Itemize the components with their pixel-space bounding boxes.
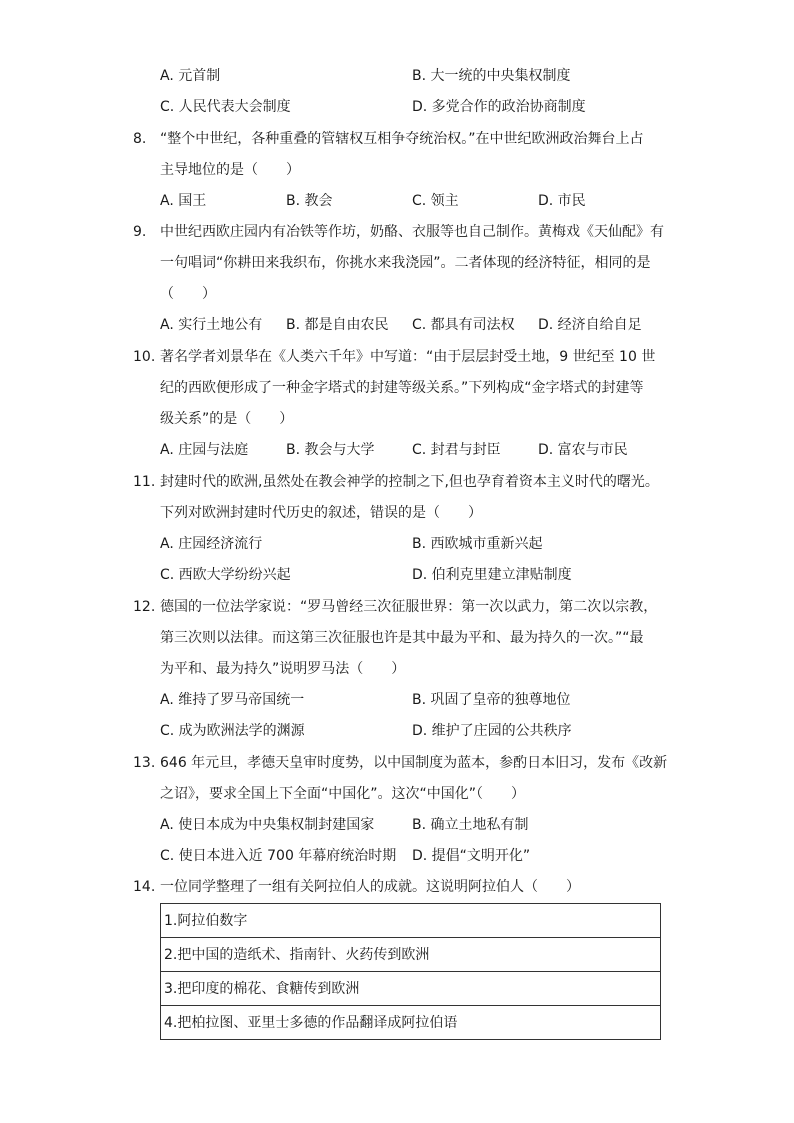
q9-option-c: C. 都具有司法权 (412, 317, 515, 333)
q11-option-a: A. 庄园经济流行 (160, 536, 263, 552)
question-number: 11. (133, 474, 156, 490)
table-row (161, 938, 661, 972)
q11-option-b: B. 西欧城市重新兴起 (412, 536, 543, 552)
question-stem: 为平和、最为持久”说明罗马法（ ） (160, 661, 406, 677)
table-cell: 1.阿拉伯数字 (161, 904, 661, 938)
q8-option-b: B. 教会 (286, 193, 333, 209)
achievements-table (160, 903, 661, 1040)
question-number: 14. (133, 879, 156, 895)
q10-option-b: B. 教会与大学 (286, 442, 375, 458)
question-stem: 之诏》，要求全国上下全面“中国化”。这次“中国化”（ ） (160, 786, 526, 802)
q13-option-c: C. 使日本进入近 700 年幕府统治时期 (160, 848, 397, 864)
question-stem: 下列对欧洲封建时代历史的叙述，错误的是（ ） (160, 505, 482, 521)
q7-option-a: A. 元首制 (160, 68, 221, 84)
q8-option-a: A. 国王 (160, 193, 207, 209)
question-number: 8. (133, 131, 147, 147)
table-cell: 2.把中国的造纸术、指南针、火药传到欧洲 (161, 938, 661, 972)
table-cell: 4.把柏拉图、亚里士多德的作品翻译成阿拉伯语 (161, 1006, 661, 1040)
q13-option-a: A. 使日本成为中央集权制封建国家 (160, 817, 375, 833)
q7-option-c: C. 人民代表大会制度 (160, 99, 291, 115)
question-stem: 646 年元旦，孝德天皇审时度势，以中国制度为蓝本，参酌日本旧习，发布《改新 (160, 755, 668, 771)
question-number: 13. (133, 755, 156, 771)
table-row (161, 1006, 661, 1040)
q9-option-a: A. 实行土地公有 (160, 317, 263, 333)
q7-option-d: D. 多党合作的政治协商制度 (412, 99, 586, 115)
table-cell: 3.把印度的棉花、食糖传到欧洲 (161, 972, 661, 1006)
question-stem: 著名学者刘景华在《人类六千年》中写道：“由于层层封受土地，9 世纪至 10 世 (160, 349, 656, 365)
question-number: 12. (133, 599, 156, 615)
question-stem: 一位同学整理了一组有关阿拉伯人的成就。这说明阿拉伯人（ ） (160, 879, 580, 895)
question-number: 10. (133, 349, 156, 365)
table-row (161, 972, 661, 1006)
q10-option-d: D. 富农与市民 (538, 442, 628, 458)
q13-option-d: D. 提倡“文明开化” (412, 848, 531, 864)
q8-option-d: D. 市民 (538, 193, 586, 209)
table-row (161, 904, 661, 938)
q12-option-b: B. 巩固了皇帝的独尊地位 (412, 692, 571, 708)
q9-option-b: B. 都是自由农民 (286, 317, 389, 333)
question-stem: 主导地位的是（ ） (160, 162, 300, 178)
q12-option-d: D. 维护了庄园的公共秩序 (412, 723, 572, 739)
question-stem: 第三次则以法律。而这第三次征服也许是其中最为平和、最为持久的一次。”“最 (160, 630, 644, 646)
question-stem: 德国的一位法学家说：“罗马曾经三次征服世界：第一次以武力，第二次以宗教， (160, 599, 658, 615)
question-stem: “整个中世纪，各种重叠的管辖权互相争夺统治权。”在中世纪欧洲政治舞台上占 (160, 131, 644, 147)
question-stem: （ ） (160, 286, 216, 302)
question-stem: 一句唱词“你耕田来我织布，你挑水来我浇园”。二者体现的经济特征，相同的是 (160, 255, 651, 271)
question-stem: 封建时代的欧洲,虽然处在教会神学的控制之下,但也孕育着资本主义时代的曙光。 (160, 474, 659, 490)
q9-option-d: D. 经济自给自足 (538, 317, 642, 333)
q7-option-b: B. 大一统的中央集权制度 (412, 68, 571, 84)
q8-option-c: C. 领主 (412, 193, 459, 209)
q13-option-b: B. 确立土地私有制 (412, 817, 529, 833)
question-number: 9. (133, 224, 147, 240)
q10-option-a: A. 庄园与法庭 (160, 442, 249, 458)
question-stem: 级关系”的是（ ） (160, 411, 294, 427)
q12-option-a: A. 维持了罗马帝国统一 (160, 692, 305, 708)
question-stem: 中世纪西欧庄园内有冶铁等作坊，奶酪、衣服等也自己制作。黄梅戏《天仙配》有 (160, 224, 664, 240)
q11-option-c: C. 西欧大学纷纷兴起 (160, 567, 291, 583)
q10-option-c: C. 封君与封臣 (412, 442, 501, 458)
question-stem: 纪的西欧便形成了一种金字塔式的封建等级关系。”下列构成“金字塔式的封建等 (160, 380, 644, 396)
q12-option-c: C. 成为欧洲法学的渊源 (160, 723, 305, 739)
q11-option-d: D. 伯利克里建立津贴制度 (412, 567, 572, 583)
